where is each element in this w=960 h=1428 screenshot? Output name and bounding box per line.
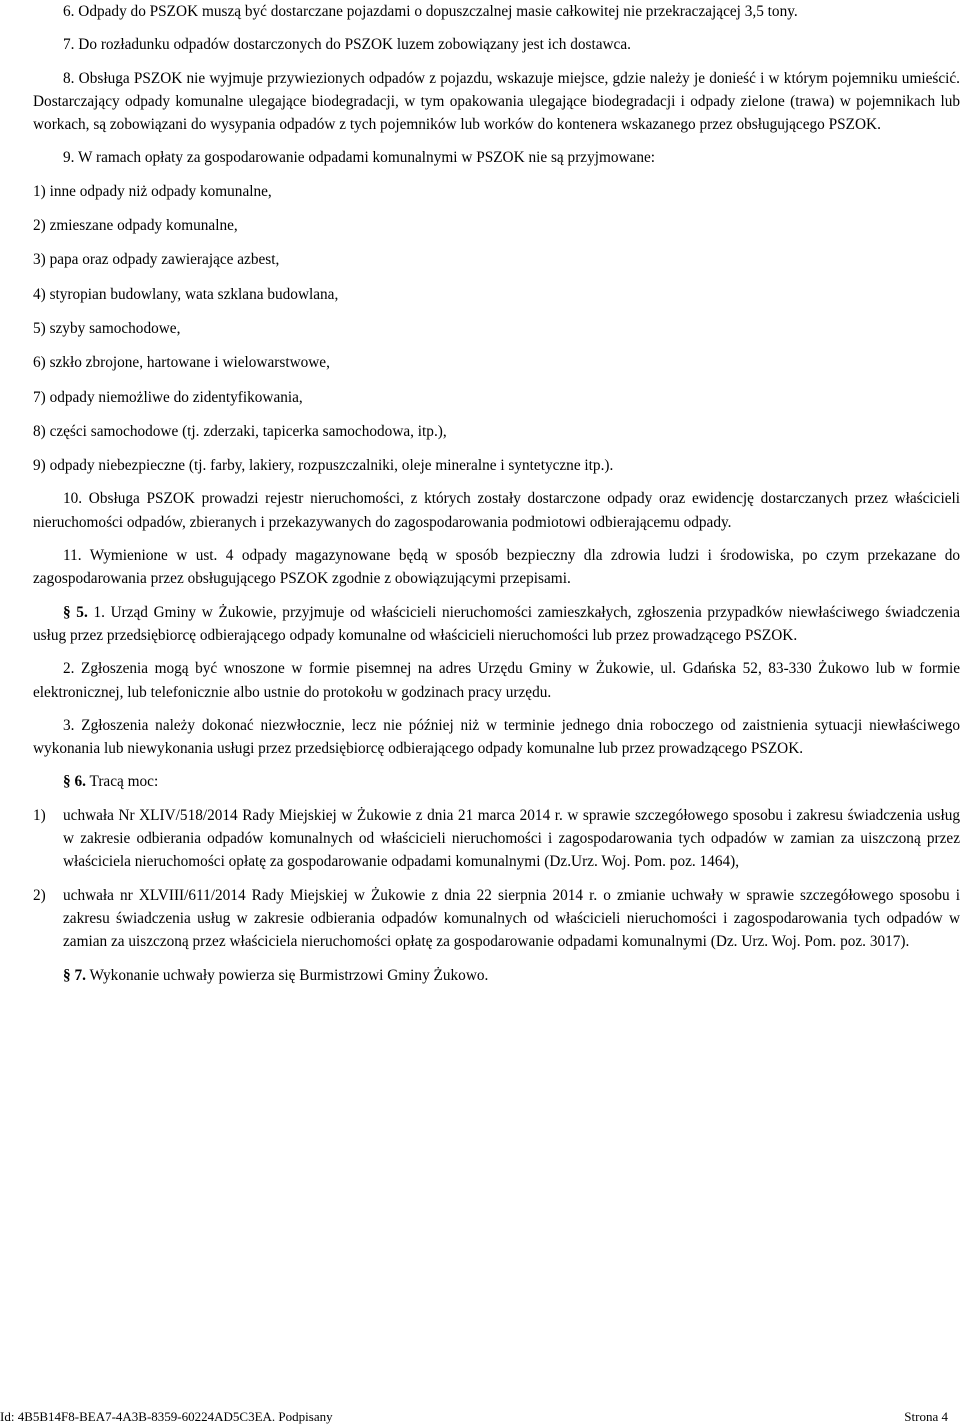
list-item: 5) szyby samochodowe, (33, 319, 181, 337)
prohibited-waste-list (33, 180, 960, 478)
paragraph-10: 10. Obsługa PSZOK prowadzi rejestr nieruchomości, z których zostały dostarczone odpady oraz ewidencję dostarczanych przez właścicieli nieruchomości odpadów, zbieranych i przekazywanych do zagospodarowania podmiotowi odbierającemu odpady. (33, 490, 960, 531)
item-text: uchwała nr XLVIII/611/2014 Rady Miejskiej w Żukowie z dnia 22 sierpnia 2014 r. o zmianie uchwały w sprawie szczegółowego sposobu i zakresu świadczenia usług w zakresie odbierania odpadów komunalnych od właścicieli nieruchomości i zagospodarowania tych odpadów w zamian za uiszczoną przez właściciela nieruchomości opłatę za gospodarowanie odpadami komunalnymi (Dz. Urz. Woj. Pom. poz. 3017). (63, 886, 960, 951)
item-number: 1) (33, 806, 46, 824)
repealed-item-1 (33, 804, 960, 874)
section-6-label: § 6. (63, 773, 86, 791)
page-number: Strona 4 (904, 1409, 948, 1424)
document-id: Id: 4B5B14F8-BEA7-4A3B-8359-60224AD5C3EA. Podpisany (0, 1409, 333, 1424)
item-text: uchwała Nr XLIV/518/2014 Rady Miejskiej w Żukowie z dnia 21 marca 2014 r. w sprawie szczegółowego sposobu i zakresu świadczenia usług w zakresie odbierania odpadów komunalnych od właścicieli nieruchomości i zagospodarowania tych odpadów w zamian za uiszczoną przez właściciela nieruchomości opłatę za gospodarowanie odpadami komunalnymi (Dz.Urz. Woj. Pom. poz. 1464), (63, 806, 960, 871)
section-7 (33, 964, 960, 987)
paragraph-9: 9. W ramach opłaty za gospodarowanie odpadami komunalnymi w PSZOK nie są przyjmowane: (63, 149, 656, 167)
list-item: 4) styropian budowlany, wata szklana budowlana, (33, 285, 339, 303)
paragraph-7: 7. Do rozładunku odpadów dostarczonych do PSZOK luzem zobowiązany jest ich dostawca. (63, 36, 631, 54)
section-5-label: § 5. (63, 603, 88, 621)
section-5-paragraph-2: 2. Zgłoszenia mogą być wnoszone w formie pisemnej na adres Urzędu Gminy w Żukowie, ul. Gdańska 52, 83-330 Żukowo lub w formie elektronicznej, lub telefonicznie albo ustnie do protokołu w godzinach pracy urzędu. (33, 660, 960, 701)
list-item: 6) szkło zbrojone, hartowane i wielowarstwowe, (33, 354, 330, 372)
section-6-text: Tracą moc: (89, 773, 159, 791)
repealed-item-2 (33, 884, 960, 954)
list-item: 9) odpady niebezpieczne (tj. farby, lakiery, rozpuszczalniki, oleje mineralne i syntetyczne itp.). (33, 457, 614, 475)
list-item: 7) odpady niemożliwe do zidentyfikowania, (33, 388, 303, 406)
list-item: 1) inne odpady niż odpady komunalne, (33, 182, 272, 200)
section-5-paragraph-1 (33, 601, 960, 648)
paragraph-8: 8. Obsługa PSZOK nie wyjmuje przywiezionych odpadów z pojazdu, wskazuje miejsce, gdzie należy je donieść i w którym pojemniku umieścić. Dostarczający odpady komunalne ulegające biodegradacji, w tym opakowania ulegające biodegradacji i odpady zielone (trawa) w pojemnikach lub workach, są zobowiązani do wysypania odpadów z tych pojemników lub worków do kontenera wskazanego przez obsługującego PSZOK. (33, 69, 960, 134)
paragraph-11: 11. Wymienione w ust. 4 odpady magazynowane będą w sposób bezpieczny dla zdrowia ludzi i środowiska, po czym przekazane do zagospodarowania przez obsługującego PSZOK zgodnie z obowiązującymi przepisami. (33, 547, 960, 588)
section-7-text: Wykonanie uchwały powierza się Burmistrzowi Gminy Żukowo. (89, 966, 489, 984)
list-item: 2) zmieszane odpady komunalne, (33, 217, 238, 235)
section-6-heading (33, 770, 960, 793)
document-body (33, 0, 960, 987)
paragraph-6: 6. Odpady do PSZOK muszą być dostarczane pojazdami o dopuszczalnej masie całkowitej nie przekraczającej 3,5 tony. (63, 3, 798, 20)
list-item: 3) papa oraz odpady zawierające azbest, (33, 251, 280, 269)
section-5-paragraph-3: 3. Zgłoszenia należy dokonać niezwłocznie, lecz nie później niż w terminie jednego dnia roboczego od zaistnienia sytuacji niewłaściwego wykonania lub niewykonania usługi przez przedsiębiorcę odbierającego odpady komunalne lub przez prowadzącego PSZOK. (33, 716, 960, 758)
item-number: 2) (33, 886, 46, 904)
list-item: 8) części samochodowe (tj. zderzaki, tapicerka samochodowa, itp.), (33, 422, 447, 440)
section-7-label: § 7. (63, 966, 86, 984)
section-5-text-1: 1. Urząd Gminy w Żukowie, przyjmuje od właścicieli nieruchomości zamieszkałych, zgłoszenia przypadków niewłaściwego świadczenia usług przez przedsiębiorcę odbierającego odpady komunalne od właścicieli nieruchomości lub przez prowadzącego PSZOK. (33, 603, 960, 644)
